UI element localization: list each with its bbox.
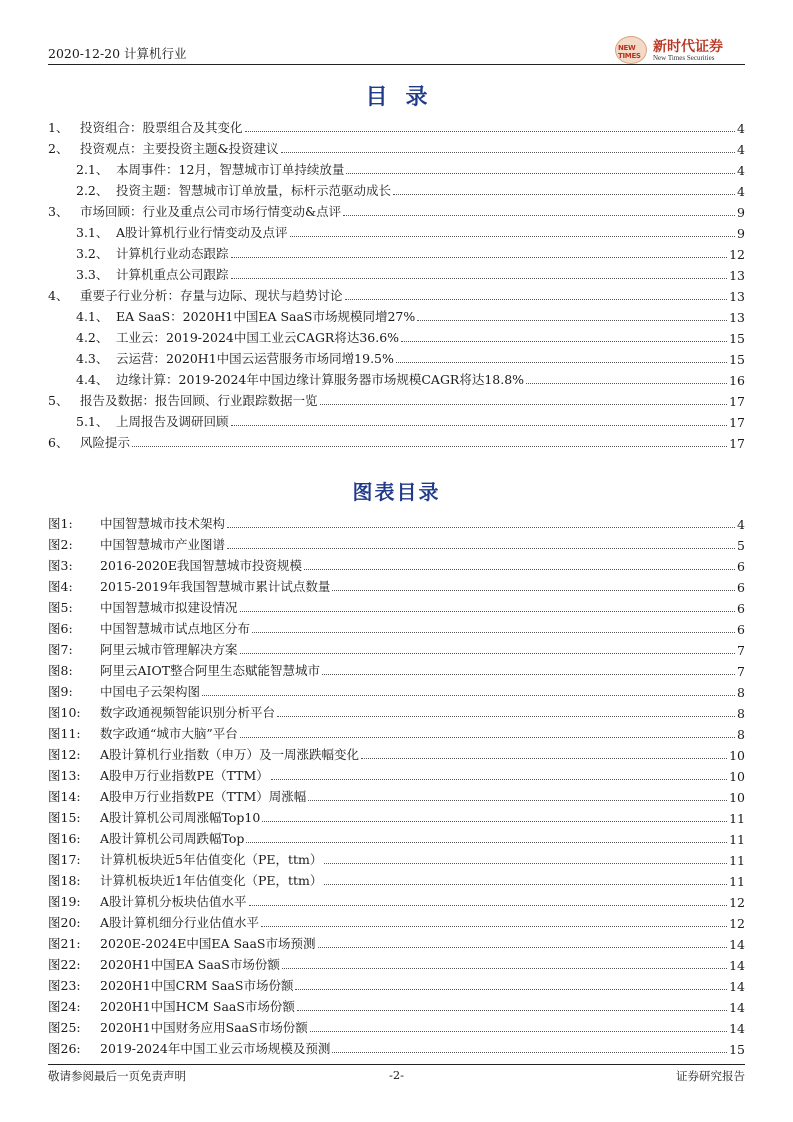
toc-entry[interactable]: 1、 投资组合：股票组合及其变化 4 [48, 120, 745, 136]
figure-entry[interactable]: 图3: 2016-2020E我国智慧城市投资规模 6 [48, 558, 745, 574]
figure-entry[interactable]: 图25: 2020H1中国财务应用SaaS市场份额 14 [48, 1020, 745, 1036]
figure-entry[interactable]: 图23: 2020H1中国CRM SaaS市场份额 14 [48, 978, 745, 994]
toc-entry[interactable]: 4.4、 边缘计算：2019-2024年中国边缘计算服务器市场规模CAGR将达18.8% 16 [76, 372, 745, 388]
logo-name-en: New Times Securities [653, 54, 715, 62]
toc-entry[interactable]: 5.1、 上周报告及调研回顾 17 [76, 414, 745, 430]
logo-name-cn: 新时代证券 [653, 39, 723, 55]
figure-entry[interactable]: 图24: 2020H1中国HCM SaaS市场份额 14 [48, 999, 745, 1015]
report-type: 证券研究报告 [676, 1069, 745, 1083]
toc-entry[interactable]: 4.3、 云运营：2020H1中国云运营服务市场同增19.5% 15 [76, 351, 745, 367]
figure-entry[interactable]: 图16: A股计算机公司周跌幅Top 11 [48, 831, 745, 847]
figure-entry[interactable]: 图11: 数字政通“城市大脑”平台 8 [48, 726, 745, 742]
company-logo [615, 36, 745, 64]
page-number: -2- [388, 1068, 405, 1082]
footer-divider [48, 1064, 745, 1065]
figure-entry[interactable]: 图1: 中国智慧城市技术架构 4 [48, 516, 745, 532]
figure-entry[interactable]: 图9: 中国电子云架构图 8 [48, 684, 745, 700]
header-divider [48, 64, 745, 65]
figure-entry[interactable]: 图5: 中国智慧城市拟建设情况 6 [48, 600, 745, 616]
figure-entry[interactable]: 图19: A股计算机分板块估值水平 12 [48, 894, 745, 910]
toc-entry[interactable]: 2.1、 本周事件：12月，智慧城市订单持续放量 4 [76, 162, 745, 178]
toc-entry[interactable]: 3.2、 计算机行业动态跟踪 12 [76, 246, 745, 262]
figure-entry[interactable]: 图8: 阿里云AIOT整合阿里生态赋能智慧城市 7 [48, 663, 745, 679]
figure-entry[interactable]: 图15: A股计算机公司周涨幅Top10 11 [48, 810, 745, 826]
figure-entry[interactable]: 图4: 2015-2019年我国智慧城市累计试点数量 6 [48, 579, 745, 595]
toc-entry[interactable]: 2、 投资观点：主要投资主题&投资建议 4 [48, 141, 745, 157]
figure-entry[interactable]: 图21: 2020E-2024E中国EA SaaS市场预测 14 [48, 936, 745, 952]
toc-entry[interactable]: 3.3、 计算机重点公司跟踪 13 [76, 267, 745, 283]
figure-entry[interactable]: 图6: 中国智慧城市试点地区分布 6 [48, 621, 745, 637]
logo-mark-icon: NEW TIMES [615, 36, 647, 64]
toc-entry[interactable]: 4.2、 工业云：2019-2024中国工业云CAGR将达36.6% 15 [76, 330, 745, 346]
figure-entry[interactable]: 图20: A股计算机细分行业估值水平 12 [48, 915, 745, 931]
toc-title: 目录 [365, 85, 446, 110]
disclaimer-note: 敬请参阅最后一页免责声明 [48, 1069, 186, 1083]
toc-entry[interactable]: 6、 风险提示 17 [48, 435, 745, 451]
figure-entry[interactable]: 图2: 中国智慧城市产业图谱 5 [48, 537, 745, 553]
figure-entry[interactable]: 图18: 计算机板块近1年估值变化（PE，ttm） 11 [48, 873, 745, 889]
figure-entry[interactable]: 图22: 2020H1中国EA SaaS市场份额 14 [48, 957, 745, 973]
figure-list-title: 图表目录 [352, 480, 441, 504]
header-date-section: 2020-12-20 计算机行业 [48, 46, 187, 61]
figure-entry[interactable]: 图14: A股申万行业指数PE（TTM）周涨幅 10 [48, 789, 745, 805]
figure-entry[interactable]: 图12: A股计算机行业指数（申万）及一周涨跌幅变化 10 [48, 747, 745, 763]
toc-entry[interactable]: 3、 市场回顾：行业及重点公司市场行情变动&点评 9 [48, 204, 745, 220]
toc-entry[interactable]: 4、 重要子行业分析：存量与边际、现状与趋势讨论 13 [48, 288, 745, 304]
toc-entry[interactable]: 2.2、 投资主题：智慧城市订单放量，标杆示范驱动成长 4 [76, 183, 745, 199]
toc-entry[interactable]: 5、 报告及数据：报告回顾、行业跟踪数据一览 17 [48, 393, 745, 409]
figure-entry[interactable]: 图7: 阿里云城市管理解决方案 7 [48, 642, 745, 658]
figure-entry[interactable]: 图13: A股申万行业指数PE（TTM） 10 [48, 768, 745, 784]
page-footer [48, 1068, 745, 1084]
page-header [48, 36, 745, 64]
figure-entry[interactable]: 图10: 数字政通视频智能识别分析平台 8 [48, 705, 745, 721]
figure-entry[interactable]: 图26: 2019-2024年中国工业云市场规模及预测 15 [48, 1041, 745, 1057]
toc-entry[interactable]: 4.1、 EA SaaS：2020H1中国EA SaaS市场规模同增27% 13 [76, 309, 745, 325]
figure-entry[interactable]: 图17: 计算机板块近5年估值变化（PE，ttm） 11 [48, 852, 745, 868]
toc-entry[interactable]: 3.1、 A股计算机行业行情变动及点评 9 [76, 225, 745, 241]
